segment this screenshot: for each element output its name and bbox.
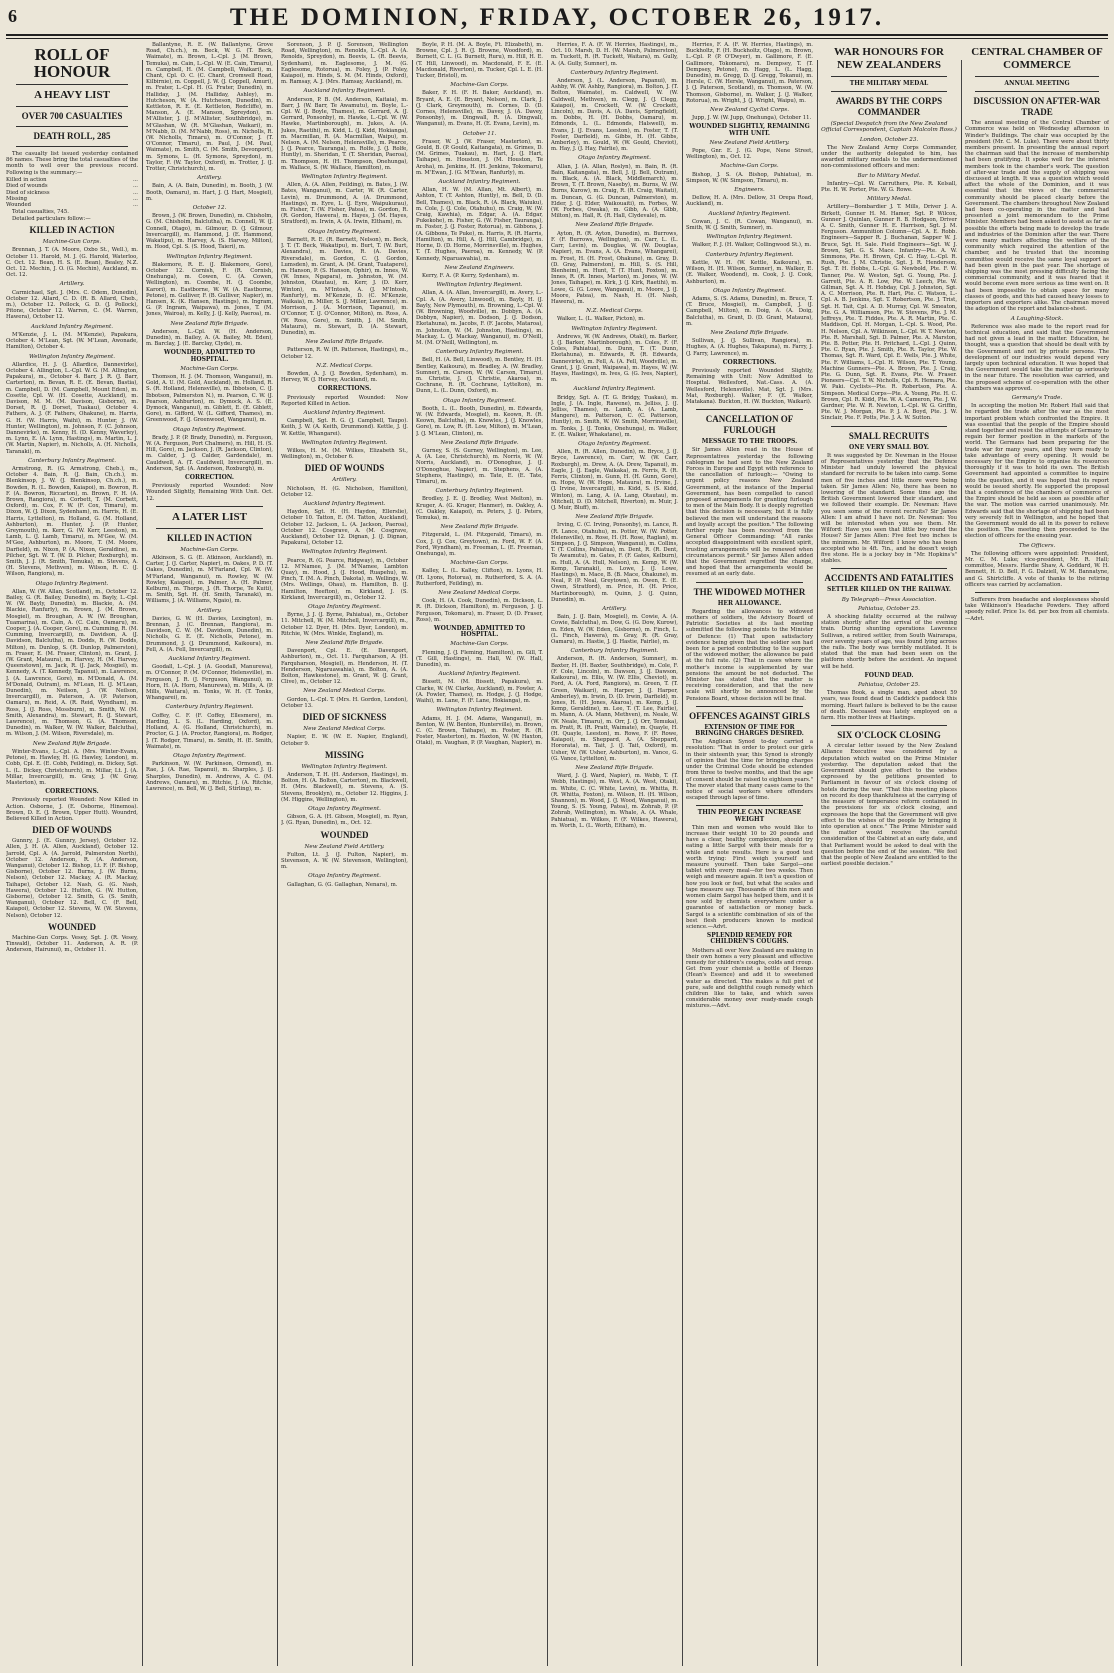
- advertisement-text: Sufferers from headache and sleeplessness should take Wilkinson's Headache Powders. They afford speedy relief. Price 1s. 6d. per box from all chemists.—Advt.: [965, 597, 1109, 622]
- casualty-list: Jupp, J. W. (W. Jupp, Onehunga), October 11.: [692, 115, 812, 122]
- unit-heading: New Zealand Rifle Brigade.: [170, 320, 249, 327]
- headline-heavy-list: A HEAVY LIST: [34, 89, 110, 101]
- dateline: London, October 23.: [859, 136, 919, 143]
- casualty-list: Napier, E. W. (W. E. Napier, England), October 9.: [281, 734, 408, 747]
- casualty-list: Allen, A. (A. Allen, Feilding), m. Bates, J. (W. Bates, Wanganui), m. Carter, W. (R. Carter, Levin), m. Drummond, A. (A. Drummond, Hastings), m. Eyre, L. (J. Eyre, Waipukurau), m. Fisher, T. (W. Fisher, Patea), m. Gordon, R. (R. Gordon, Hawera), m. Hayes, J. (M. Hayes, Stratford), m. Irwin, A. (A. Irwin, Eltham), m.: [281, 182, 408, 226]
- column-divider: [142, 60, 143, 1666]
- casualty-list: Walker, L. (L. Walker, Picton), m.: [557, 316, 645, 323]
- unit-heading: Machine-Gun Corps.: [42, 239, 102, 246]
- casualty-list: Adams, S. (S. Adams, Dunedin), m. Bruce, T. (T. Bruce, Mosgiel), m. Campbell, J. (J. Campbell, Milton), m. Doig, A. (A. Doig, Balclutha), m. Grant, D. (D. Grant, Mataura), m.: [686, 295, 813, 327]
- unit-heading: New Zealand Rifle Brigade.: [575, 764, 654, 771]
- unit-heading: Otago Infantry Regiment.: [308, 228, 381, 235]
- corrections-heading: CORRECTIONS.: [45, 788, 99, 796]
- headline-roll-of-honour: ROLL OF HONOUR: [33, 45, 111, 81]
- article-intro: The casualty list issued yesterday contained 86 names. These bring the total casualties of the month to well over the previous record. Following is the summary:—: [6, 151, 138, 176]
- advertisement-text: Mothers all over New Zealand are making in their own homes a very pleasant and effective remedy for children's coughs, colds and croup. Get from your chemist a bottle of Heenzo (Hean's Essence) and add it to sweetened water as directed. This makes a full pint of pure, safe and delightful cough remedy which children like to take, and which saves considerable money over ready-made cough mixtures.—Advt.: [686, 947, 813, 1010]
- article-text: The New Zealand Army Corps Commander, under the authority delegated to him, has awarded military medals to the undermentioned non-commissioned officers and men:: [821, 144, 957, 170]
- unit-heading: New Zealand Medical Corps.: [303, 726, 386, 733]
- casualty-list: Thomson, H. J. (M. Thomson, Wanganui), m. Gold, A. U. (M. Gold, Auckland), m. Holland, R. S. (R. Holland, Helensville), m. Ibbotson, C. (J. Ibbotson, Palmerston N.), m. Pearson, C. W. (J. Pearson, Ashburton), m. Dymock, A. S. (E. Dymock, Wanganui), m. Giblett, E. (E. Giblett, Gore), m. Gifford, W. (L. Gifford, Thames), m. Greenwood, F. (J. Greenwood, Wanganui), m.: [146, 373, 273, 424]
- headline-war-honours: WAR HONOURS FOR NEW ZEALANDERS: [833, 46, 944, 71]
- unit-heading: Auckland Infantry Regiment.: [303, 501, 386, 507]
- unit-heading: New Zealand Medical Corps.: [303, 688, 386, 695]
- unit-heading: Canterbury Infantry Regiment.: [705, 251, 794, 258]
- article-text: Regarding the allowances to widowed mothers of soldiers, the Advisory Board of Patriotic Societies at its last meeting submitted the following points to the Minister of Defence: (1) That upon satisfactory evidence being given that the soldier son had been for a period contributing to the support of the widowed mother, the allowance be paid at the full rate. (2) That in cases where the mother's income is supplemented by war pensions the amount be not deducted. The Minister has stated that the matter is receiving consideration, and that the new scale will shortly be announced by the Pensions Board, whose decision will be final.: [686, 608, 813, 702]
- corrections-heading: CORRECTIONS.: [317, 385, 372, 393]
- column-4: [416, 42, 543, 1647]
- unit-heading: New Zealand Medical Corps.: [438, 590, 521, 597]
- unit-heading: Auckland Infantry Regiment.: [438, 671, 521, 678]
- headline-widowed-mother: THE WIDOWED MOTHER: [693, 586, 806, 597]
- casualty-list: Ballantyne, R. E. (W. Ballantyne, Grove Road, Ch.ch.), m. Beck, W. G. (T. Beck, Waimate), m. Brown, L.-Cpl. J. (M. Brown, Temuka), m. Cain, L.-Cpl. W. (E. Cain, Timaru), m. Campbell, H. (M. Campbell, Waikari), m. Chant, Cpl. O. C. (C. Chant, Cromwell Road, Kilbirnie), m. Coppell, J. W. (J. Coppell, Amuri), m. Frater, L.-Cpl. H. (G. Frater, Dunedin), m. Halliday, J. (M. Halliday, Ashley), m. Hutcheson, W. (A. Hutcheson, Dunedin), m. Kettleton, R. E. (E. Kettleton, Redcliffe), m. Manson, A. (E. Manson, Spreydon), m. M'Allister, J. (J. M'Allister, Southbridge), m. M'Glashan, W. (R. M'Glashan, Waikari), m. M'Nabb, D. (M. M'Nabb, Ross), m. Nicholls, R. (W. Nicholls, Timaru), m. O'Connor, J. (T. O'Connor, Timaru), m. Paul, J. (M. Paul, Waimate), m. Smith, C. (M. Smith, Devonport), m. Symons, L. (H. Symons, Spreydon), m. Taylor, F. (W. Taylor, Oxford), m. Trotter, J. (J. Trotter, Christchurch), m.: [146, 42, 273, 173]
- unit-heading: New Zealand Rifle Brigade.: [305, 640, 384, 647]
- ad-headline-thin-people: THIN PEOPLE CAN INCREASE WEIGHT: [697, 809, 802, 823]
- article-text: A shocking fatality occurred at the railway station shortly after the arrival of the evening train. During shunting operations Lawrence Sullivan, a retired settler, from South Wairarapa, over seventy years of age, was found lying across the rails. The body was terribly mutilated. It is stated that the man had been seen on the platform shortly before the accident. An inquest will be held.: [821, 614, 957, 670]
- casualty-list: Fitzgerald, L. (M. Fitzgerald, Timaru), m. Cox, J. (J. Cox, Greytown), m. Ford, W. F. (A. Ford, Wyndham), m. Freeman, L. (E. Freeman, Onehunga), m.: [416, 532, 543, 558]
- subhead-after-war-trade: DISCUSSION ON AFTER-WAR TRADE: [973, 96, 1101, 118]
- casualty-list: Goodall, L.-Cpl. J. (A. Goodall, Manurewa), m. O'Connor, P. (M. O'Connor, Helensville), m. Ferguson, J. R. (J. Ferguson, Wanganui), m. Horn, H. (A. Horn, Manurewa), m. Mills, A. (P. Mills, Waitara), m. Tonks, W. H. (T. Tonks, Whangarei), m.: [146, 664, 273, 702]
- headline-cancellation-furlough: CANCELLATION OF FURLOUGH: [705, 414, 794, 436]
- unit-heading: Auckland Infantry Regiment.: [30, 323, 114, 330]
- corrections-text: Previously reported Wounded: Now Reported Killed in Action.: [281, 394, 408, 407]
- unit-heading: Engineers.: [734, 187, 765, 194]
- unit-heading: Wellington Infantry Regiment.: [436, 707, 523, 714]
- casualty-list: Wilkes, H. M. (M. Wilkes, Elizabeth St., Wellington), m., October 6.: [281, 447, 408, 461]
- casualty-summary: [6, 177, 138, 209]
- casualty-list: Allan, H. W. (M. Allan, Mt. Albert), m. Ashton, T. (T. Ashton, Huntly), m. Bell, D. (D. Bell, Thames), m. Black, R. (A. Black, Waiuku), m. Cole, J. (J. Cole, Otahuhu), m. Craig, W. (W. Craig, Kawhia), m. Edgar, A. (A. Edgar, Pukekohe), m. Fisher, G. (W. Fisher, Tauranga), m. Foster, J. (J. Foster, Rotorua), m. Gibbons, J. (A. Gibbons, Te Puke), m. Harris, R. (R. Harris, Hamilton), m. Hill, A. (J. Hill, Cambridge), m. Horne, D. (D. Horne, Morrinsville), m. Hughes, T. (T. Hughes, Paeroa), m. Kennedy, W. (P. Kennedy, Ngaruawahia), m.: [416, 187, 543, 262]
- casualty-list: Anderson, T. H. (H. Anderson, Hastings), m. Bolton, H. (A. Bolton, Carterton), m. Blackwell, H. (Mrs. Blackwell), m. Stevens, A. (S. Stevens, Brooklyn), m., October 12. Higgins, J. (M. Higgins, Wellington), m.: [281, 771, 408, 803]
- casualty-list: Pope, Gnr. E. J. (G. Pope, Nene Street, Wellington), m., Oct. 12.: [686, 148, 813, 161]
- page-number: 6: [8, 6, 17, 26]
- unit-heading: Canterbury Infantry Regiment.: [435, 488, 524, 495]
- subhead-military-medal: THE MILITARY MEDAL: [849, 80, 929, 87]
- article-text: The annual meeting of the Central Chamber of Commerce was held on Wednesday afternoon in Winder's Buildings. The chair was occupied by the president (Mr. C. M. Luke). There were about thirty members present. In presenting the annual report the chairman said that the increase of membership had been gratifying. It spoke well for the interest members took in the chamber's work. The question of after-war trade and the supply of shipping was discussed at length. It was a question which would affect the whole of the Dominion, and it was essential that the views of the commercial community should be placed clearly before the Government. The chambers throughout New Zealand had been co-operating in the matter and had presented a joint memorandum to the Prime Minister. Members had been asked to assist as far as possible the efforts being made to develop the trade and industries of the Dominion after the war. There were many matters affecting the welfare of the community which required the attention of the chamber, and he trusted that the incoming committee would receive the same loyal support as had been given in the past year. The shortage of shipping was the most pressing difficulty facing the commercial community, and it was feared that it would become even more serious as time went on. It had been impossible to obtain space for many classes of goods, and this had caused heavy losses to importers and exporters alike. The chairman moved the adoption of the report and balance-sheet.: [965, 120, 1109, 313]
- casualty-list: Brennan, J. T. (A. Moore, Oxbo St., Well.), m. October 11. Harold, M. J. (G. Harold, Waterloo, C. Oct. 12. Bean, H. S. (E. Bean), Bealey, N.Z. Oct. 12. Mechin, J. O. (G. Mechin), Auckland, m. Oct. 12.: [6, 247, 138, 279]
- unit-heading: Artillery.: [602, 606, 627, 613]
- section-wounded-hospital: WOUNDED, ADMITTED TO HOSPITAL.: [163, 349, 256, 363]
- section-died-of-wounds: DIED OF WOUNDS: [304, 463, 385, 474]
- summary-row: Killed in action ...: [6, 176, 138, 183]
- column-divider: [682, 60, 683, 1666]
- casualty-list: Brady, J. P. (P. Brady, Dunedin), m. Ferguson, W. (A. Ferguson, Port Chalmers), m. Hill, H. (S. Hill, Gore), m. Jackson, J. (R. Jackson, Clinton), m. Calder, J. (J. Calder, Gardendale), m. Cauldwell, A. (T. Cauldwell, Invercargill), m. Anderson, Sgt. (A. Anderson, Roxburgh), m.: [146, 434, 273, 472]
- unit-heading: Canterbury Infantry Regiment.: [165, 704, 254, 711]
- subhead-annual-meeting: ANNUAL MEETING: [1004, 80, 1070, 87]
- unit-heading: Machine-Gun Corps.: [180, 546, 239, 553]
- unit-heading: New Zealand Rifle Brigade.: [575, 514, 654, 521]
- detailed-particulars: Detailed particulars follow:—: [12, 216, 91, 223]
- subhead-extension: EXTENSION OF TIME FOR BRINGING CHARGES DESIRED.: [695, 723, 804, 738]
- award-list: Infantry—Cpl. W. Carruthers, Pte. R. Kelsall, Pte. H. W. Porter, Pte. W. G. Rowe.: [821, 180, 957, 194]
- unit-heading: Artillery.: [197, 175, 222, 182]
- unit-heading: Artillery.: [59, 281, 85, 288]
- unit-heading: Machine-Gun Corps.: [450, 82, 509, 89]
- unit-heading: Otago Infantry Regiment.: [308, 873, 381, 880]
- section-died-of-sickness: DIED OF SICKNESS: [302, 712, 387, 723]
- unit-heading: Otago Infantry Regiment.: [173, 752, 246, 759]
- casualty-list: Atkinson, S. G. (E. Atkinson, Auckland), m. Carter, J. (J. Carter, Napier), m. Oakes, P. D. (T. Oakes, Dunedin), m. M'Farland, Cpl. W. (W. M'Farland, Wanganui), m. Rowley, W. (W. Rowley, Kaiapoi), m. Palmer, A. (H. Palmer, Kelburn), m. Thorpe, J. (R. Thorpe, Te Kuiti), m. Smith, Sgt. H. (H. Smith, Taranaki), m. Williams, J. (A. Williams, Ngaio), m.: [146, 555, 273, 605]
- unit-heading: Artillery.: [332, 477, 357, 484]
- unit-heading: Otago Infantry Regiment.: [713, 287, 786, 294]
- casualty-list: Herries, F. A. (F. W. Herries, Hastings), m. Buckholtz, F. (H. Buckholtz, Otago), m. Brown, L.-Cpl. P. (P. O'Dwyer), m. Gallimore, F. (E. Gallimore, Tokomaru), m. Dempsey, T. (T. Dempsey, Petone), m. Hagg, L. (L. Hagg, Dunedin), m. Gregg, D. (J. Gregg, Tokanui), m. Hersle, C. (W. Hersle, Wanganui), m. Paterson, J. (J. Paterson, Scotland), m. Thomson, W. (W. Thomson, Gisborne), m. Walker, J. (J. Walker, Rotorua), m. Wright, J. (J. Wright, Waipu), m.: [686, 42, 813, 104]
- masthead-rule: [6, 34, 1108, 36]
- unit-heading: N.Z. Medical Corps.: [316, 362, 373, 369]
- casualty-list: Allan, W. (W. Allan, Scotland), m., October 12. Bailey, G. (R. Bailey, Dunedin), m. Bayly, L.-Cpl. W. (W. Bayly, Dunedin), m. Blackie, A. (M. Blackie, Ranfurly), m. Brown, J. (M. Brown, Mosgiel), m. Broughan, A. W. (W. Broughan, Tuamarina), m. Cain, A. (C. Cain, Oamaru), m. Cooper, J. (A. Cooper, Gore), m. Cumming, R. (M. Cumming, Invercargill), m. Davidson, A. (J. Davidson, Balclutha), m. Dodds, R. (W. Dodds, Milton), m. Dunlop, S. (R. Dunlop, Palmerston), m. Fraser, E. (M. Fraser, Clinton), m. Grant, J. (W. Grant, Mataura), m. Harvey, H. (M. Harvey, Queenstown), m. Jack, R. (J. Jack, Mosgiel), m. Kennedy, A. (T. Kennedy, Tapanui), m. Lawrence, J. (A. Lawrence, Gore), m. M'Donald, A. (M. M'Donald, Outram), m. M'Lean, H. (J. M'Lean, Dunedin), m. Neilson, J. (W. Neilson, Invercargill), m. Paterson, A. (P. Paterson, Oamaru), m. Reid, A. (R. Reid, Wyndham), m. Ross, J. (J. Ross, Mossburn), m. Smith, W. (M. Smith, Alexandra), m. Stewart, R. (J. Stewart, Lawrence), m. Thomson, G. (A. Thomson, Dunedin), m. Walker, W. (W. Walker, Balclutha), m. Wilson, J. (M. Wilson, Riversdale), m.: [6, 588, 138, 738]
- casualty-list: Allen, R. (R. Allen, Dunedin), m. Bryce, J. (J. Bryce, Lawrence), m. Carr, W. (W. Carr, Roxburgh), m. Drew, A. (A. Drew, Tapanui), m. Eagle, J. (J. Eagle, Waikaka), m. Ferris, R. (R. Ferris, Clinton), m. Gunn, H. (H. Gunn, Gore), m. Hope, W. (W. Hope, Mataura), m. Irvine, J. (J. Irvine, Invercargill), m. Kidd, S. (S. Kidd, Winton), m. Lang, A. (A. Lang, Otautau), m. Mitchell, D. (D. Mitchell, Riverton), m. Muir, J. (J. Muir, Bluff), m.: [551, 449, 678, 512]
- casualty-list: Gordon, L.-Cpl. T. (Mrs. H. Gordon, London), October 13.: [281, 696, 408, 709]
- casualty-list: Bissett, M. (M. Bissett, Papakura), m. Clarke, W. (W. Clarke, Auckland), m. Fowler, A. (A. Fowler, Thames), m. Hodge, J. (J. Hodge, Waihi), m. Lane, F. (F. Lane, Hokianga), m.: [416, 679, 543, 705]
- unit-heading: New Zealand Rifle Brigade.: [575, 222, 654, 229]
- subhead-allowance: HER ALLOWANCE.: [717, 599, 782, 607]
- unit-heading: Wellington Infantry Regiment.: [29, 353, 115, 360]
- dateline: Pahiatua, October 25.: [858, 605, 920, 612]
- unit-heading: Wellington Infantry Regiment.: [436, 282, 523, 289]
- casualty-list: Gallaghan, G. (G. Gallaghan, Nenara), m.: [287, 881, 398, 888]
- casualty-list: Andrews, W. (W. Andrews, Otaki), m. Barker, J. (J. Barker, Martinborough), m. Coles, F. (F. Coles, Pahiatua), m. Dunn, T. (T. Dunn, Eketahuna), m. Edwards, R. (R. Edwards, Dannevirke), m. Fell, A. (A. Fell, Woodville), m. Grant, J. (J. Grant, Waipawa), m. Hayes, W. (W. Hayes, Hastings), m. Ives, G. (G. Ives, Napier), m.: [551, 333, 678, 384]
- unit-heading: Otago Infantry Regiment.: [308, 604, 381, 611]
- headline-accidents: ACCIDENTS AND FATALITIES: [824, 573, 954, 584]
- casualty-list: Barnett, R. E. (R. Barnett, Nelson), m. Beck, J. T. (T. Beck, Wakatipu), m. Burt, T. (W. Burt, Alexandra), m. Davies, R. (A. Davies, Riversdale), m. Gordon, C. (J. Gordon, Lumsden), m. Grant, A. (M. Grant, Tuatapere), m. Hanson, P. (S. Hanson, Ophir), m. Innes, W. (W. Innes, Ngapara), m. Johnston, W. (M. Johnston, Otautau), m. Kerr, J. (D. Kerr, Winton), m. M'Intosh, A. (J. M'Intosh, Ranfurly), m. M'Kenzie, D. (C. M'Kenzie, Waikaia), m. Miller, S. (J. Miller, Lawrence), m. Morrison, J. (A. Morrison, Tapanui), m. O'Connor, T. (J. O'Connor, Milton), m. Ross, A. (W. Ross, Gore), m. Smith, J. (M. Smith, Mataura), m. Stewart, D. (A. Stewart, Dunedin), m.: [281, 236, 408, 336]
- casualty-list: Allan, J. (A. Allan, Roslyn), m. Bain, R. (R. Bain, Kaitangata), m. Bell, J. (J. Bell, Outram), m. Black, A. (A. Black, Middlemarch), m. Brown, T. (T. Brown, Naseby), m. Burns, W. (W. Burns, Kurow), m. Craig, R. (R. Craig, Waitati), m. Duncan, G. (G. Duncan, Palmerston), m. Elder, J. (J. Elder, Waikouaiti), m. Forbes, W. (W. Forbes, Owaka), m. Gibb, A. (A. Gibb, Milton), m. Hall, R. (R. Hall, Clydevale), m.: [551, 163, 678, 220]
- unit-heading: New Zealand Engineers.: [444, 264, 515, 271]
- section-wounded: WOUNDED: [320, 829, 369, 840]
- headline-death-roll: DEATH ROLL, 285: [33, 131, 111, 141]
- casualty-list: Sorenson, J. P. (J. Sorenson, Wellington Road, Wellington), m. Renolds, L.-Cpl. A. (A. Renolds, Spreydon), m. Beevis, L. (R. Beevis, Sydenham), m. Eaglesome, J. M. (G. Eaglesome, Rotorua), m. Foley, J. (P. Foley, Kaiapoi), m. Hinds, S. M. (M. Hinds, Oxford), m. Ramsay, A. J. (Mrs. Ramsay, Auckland), m.: [281, 42, 408, 86]
- column-divider: [547, 60, 548, 1666]
- unit-heading: Otago Infantry Regiment.: [308, 805, 381, 812]
- corrections-text: Previously reported Wounded Slightly, Remaining with Unit: Now Admitted to Hospital. Wellesford, Nat.-Cass. A. (A. Wellesford, Helensville). Mat, Sgt. J. (Mrs. Mat, Roxburgh). Walker, F. (E. Walker, Matakana). Buckton, H. (W. Buckton, Waikari).: [686, 367, 813, 405]
- total-casualties: Total casualties, 745.: [12, 208, 69, 215]
- article-text: The following officers were appointed: President, Mr. C. M. Luke; vice-president, Mr. R. Hall; committee, Messrs. Hardie Shaw, A. Goddard, W. H. Bennett, H. D. Bell, F. G. Dalziell, W. M. Bannatyne, and G. Shirtcliffe. A vote of thanks to the retiring officers was carried by acclamation.: [965, 550, 1109, 588]
- date-heading: October 11.: [462, 130, 497, 137]
- casualty-list: Gunnry, J. (E. Gunnry, Jersey), October 12. Allen, J. H. (A. Allen, Auckland), October 12. Jarrold, Cpl. A. (A. Jarrold, Palmerston North), October 12. Anderson, R. (A. Anderson, Wanganui), October 12. Bishop, Lt. F. (F. Bishop, Gisborne), October 12. Burns, J. (W. Burns, Nelson), October 12. Mackay, A. (R. Mackay, Taihape), October 12. Nash, G. (G. Nash, Hawera), October 12. Hutton, G. (W. Hutton, Gisborne), October 12. Smith, G. (S. Smith, Wanganui), October 12. Bell, C. (F. Bell, Kaiapoi), October 12. Stevens, W. (W. Stevens, Nelson), October 12.: [6, 838, 138, 919]
- casualty-list: Bridgy, Sgt. A. (T. G. Bridgy, Tuakau), m. Ingle, J. (A. Ingle, Rawene), m. Jelliss, J. (J. Jelliss, Thames), m. Lamb, A. (A. Lamb, Mangere), m. Patterson, C. (C. Patterson, Huntly), m. Smith, W. (W. Smith, Morrinsville), m. Tonks, J. (J. Tonks, Onehunga), m. Walker, E. (E. Walker, Whakatane), m.: [551, 394, 678, 438]
- casualty-list: Irving, C. (C. Irving, Ponsonby), m. Lance, R. (R. Lance, Otahuhu), m. Potter, W. (W. Potter, Helensville), m. Rose, H. (H. Rose, Raglan), m. Simpson, J. (J. Simpson, Wanganui), m. Collins, T. (T. Collins, Pahiatua), m. Dent, R. (R. Dent, Te Awamutu), m. Gates, F. (F. Gates, Kelburn), m. Hull, A. (A. Hull, Nelson), m. Kemp, W. (W. Kemp, Taranaki), m. Lowe, J. (J. Lowe, Hastings), m. Mace, B. (B. Mace, Ohakune), m. Neal, P. (P. Neal, Greytown), m. Owen, E. (E. Owen, Stratford), m. Price, H. (H. Price, Martinborough), m. Quinn, J. (J. Quinn, Dunedin), m.: [551, 522, 678, 603]
- unit-heading: Machine-Gun Corps.: [720, 163, 779, 170]
- casualty-list: Fleming, J. (J. Fleming, Hamilton), m. Gill, T. (T. Gill, Hastings), m. Hall, W. (W. Hall, Dunedin), m.: [416, 649, 543, 669]
- unit-heading: Canterbury Infantry Regiment.: [435, 349, 524, 356]
- casualty-list: Cook, H. (A. Cook, Dunedin), m. Dickson, L. R. (R. Dickson, Hamilton), m. Ferguson, J. (J. Ferguson, Tokomaru), m. Fraser, D. (D. Fraser, Ross), m.: [416, 598, 543, 623]
- casualty-list: Anderson, L.-Cpl. W. (H. Anderson, Dunedin), m. Bailey, A. (A. Bailey, Mt. Eden), m. Barclay, J. (E. Barclay, Clyde), m.: [146, 328, 273, 348]
- casualty-list: Walker, F. J. (H. Walker, Collingwood St.), m.: [692, 242, 812, 249]
- casualty-list: Allan, A. (A. Allan, Invercargill), m. Avery, L.-Cpl. A. (A. Avery, Linwood), m. Bayly, H. (J. Bayly, New Plymouth), m. Browning, L.-Cpl. W. (W. Browning, Woodville), m. Dobbyn, A. (A. Dobbyn, Napier), m. Dodson, J. (J. Dodson, Eketahuna), m. Jacobs, F. (F. Jacobs, Mataroa), m. Johnston, W. (M. Johnston, Hastings), m. Mackay, L. (J. Mackay, Wanganui), m. O'Neill, M. (M. O'Neill, Wellington), m.: [416, 290, 543, 346]
- corrections-heading: CORRECTIONS.: [722, 358, 777, 366]
- unit-heading: Auckland Infantry Regiment.: [303, 409, 386, 416]
- casualty-list: Haydon, Sgt. H. (H. Haydon, Ellerslie), October 10. Tatton, E. (M. Tatton, Auckland), October 12. Jackson, L. (A. Jackson, Paeroa), October 12. Cosgrave, A. (M. Cosgrave, Auckland), October 12. Dignan, J. (J. Dignan, Papakura), October 12.: [281, 509, 408, 547]
- casualty-list: Ward, J. (J. Ward, Napier), m. Webb, T. (T. Webb, Hastings), m. West, A. (A. West, Otaki), m. White, C. (C. White, Levin), m. Whitta, R. (R. Whitta, Foxton), m. Wilson, H. (H. Wilson, Shannon), m. Wood, J. (J. Wood, Wanganui), m. Young, S. (S. Young, Patea), m. Zohrab, P. (P. Zohrab, Wellington), m. Whale, A. (A. Whale, Pahiatua), m. Wilkes, F. (F. Wilkes, Hawera), m. Worth, L. (L. Worth, Eltham), m.: [551, 773, 678, 829]
- article-text: Sir James Allen read in the House of Representatives yesterday the following cablegram he had sent to the New Zealand Forces in Europe and Egypt with reference to the cancellation of furlough:— "Owing to urgent policy reasons New Zealand Government, at the instance of the Imperial Government, has been compelled to cancel proposed arrangements for granting furlough to men of the Main Body. It is deeply regretted that this decision is necessary, but it is fully believed the men will understand the reasons and loyally accept the position." The following further reply has been received from the General Officer Commanding: "All ranks accepted disappointment with excellent spirit, trusting arrangements will be renewed when circumstances permit." Sir James Allen added that the Government regretted the change, and hoped that the arrangements would be resumed at an early date.: [686, 447, 813, 578]
- date-heading: October 12.: [192, 205, 227, 212]
- unit-heading: New Zealand Rifle Brigade.: [440, 439, 519, 446]
- masthead-rule-thin: [6, 38, 1108, 39]
- casualty-list: Bain, A. (A. Bain, Dunedin), m. Booth, J. (W. Booth, Oamaru), m. Hart, J. (J. Hart, Mosgiel), m.: [146, 183, 273, 202]
- unit-heading: Auckland Infantry Regiment.: [573, 386, 656, 393]
- unit-heading: New Zealand Cyclist Corps.: [710, 107, 789, 114]
- column-1: [6, 42, 138, 1647]
- unit-heading: Auckland Infantry Regiment.: [708, 210, 791, 217]
- column-8: [965, 42, 1109, 1647]
- headline-casualties: OVER 700 CASUALTIES: [21, 111, 123, 121]
- correction-heading: CORRECTION.: [184, 474, 234, 481]
- casualty-list: Davies, G. W. (H. Davies, Lexington), m. Brennan, J. (C. Brennan, Rangiora), m. Davidson, C. W. (M. Davidson, Dunedin), m. Nicholls, G. E. (E. Nicholls, Petone), m. Drummond, J. (J. Drummond, Kaikoura), m. Fell, A. (A. Fell, Invercargill), m.: [146, 615, 273, 653]
- article-text: The Anglican Synod to-day carried a resolution: "That in order to protect our girls in their sixteenth year, this Synod is strongly of opinion that the time for bringing charges under the Criminal Code should be extended from three to twelve months, and that the age of consent should be raised to eighteen years." The mover stated that many cases came to the notice of social workers where offenders escaped through lapse of time.: [686, 739, 813, 802]
- corrections-text: Previously reported Wounded: Now Killed in Action. Osborne, J. (E. Osborne, Hinemoa). Brown, D. E. (J. Brown, Upper Hutt). Woundrd, Believed Killed in Action.: [6, 797, 138, 822]
- advertisement-text: Thin men and women who would like to increase their weight 10 to 20 pounds and have a clear, healthy complexion, should try eating a little Sargol with their meals for a while and note results. Here is a good test worth trying: First weigh yourself and measure yourself. Then take Sargol—one tablet with every meal—for two weeks. Then weigh and measure again. It isn't a question of how you look or feel, but what the scales and tape measure say. Thousands of thin men and women claim Sargol has helped them, and it is now sold by chemists everywhere under a guarantee of satisfaction or money back. Sargol is a scientific combination of six of the best flesh producers known to medical science.—Advt.: [686, 824, 813, 930]
- casualty-list: Davenport, Cpl. E. (E. Davenport, Ashburton), m., Oct. 11. Farquharson, A. (H. Farquharson, Mosgiel), m. Henderson, H. (T. Henderson, Ngaruawahia), m. Bolton, A. (A. Bolton, Hawkestone), m. Grant, W. (J. Grant, Clive), m., October 12.: [281, 648, 408, 686]
- casualty-list: Bain, J. (J. Bain, Mosgiel), m. Cowie, A. (A. Cowie, Balclutha), m. Dow, G. (G. Dow, Kurow), m. Eden, W. (W. Eden, Gisborne), m. Finch, L. (L. Finch, Hawera), m. Gray, R. (R. Gray, Oamaru), m. Hastie, J. (J. Hastie, Fairlie), m.: [551, 614, 678, 646]
- casualty-list: Parkinson, W. (W. Parkinson, Ormond), m. Rae, J. (A. Rae, Tapanui), m. Sharples, J. (J. Sharples, Dunedin), m. Andrews, A. C. (M. Andrews, Oamaru), m. Ritchie, J. (A. Ritchie, Lawrence), m. Bell, W. (J. Bell, Stirling), m.: [146, 761, 273, 792]
- casualty-list: Fraser, W. J. (W. Fraser, Masterton), m. Gould, B. (P. Gould, Kaitangata), m. Grimes, D. (M. Grimes, Tuakau), m. Hart, J. (J. Hart, Taihape), m. Houston, J. (M. Houston, Te Aroha), m. Jenkins, H. (H. Jenkins, Tokomaru), m. M'Ewan, J. (G. M'Ewan, Ranfurly), m.: [416, 138, 543, 176]
- unit-heading: New Zealand Rifle Brigade.: [710, 329, 789, 336]
- casualty-list: Bowden, A. J. (J. Bowden, Sydenham), m. Hervey, W. (J. Hervey, Auckland), m.: [281, 370, 408, 384]
- headline-chamber-commerce: CENTRAL CHAMBER OF COMMERCE: [971, 46, 1103, 71]
- unit-heading: Wellington Infantry Regiment.: [301, 439, 388, 446]
- unit-heading: Otago Infantry Regiment.: [578, 440, 651, 447]
- casualty-list: Allardice, H. J. (J. Allardice, Dannevirke), October 4. Allington, L.-Cpl. W. G. (M. Allington, Papakura), m., October 4. Barr, J. R. (J. Barr, Carterton), m. Bevan, R. E. (E. Bevan, Bastia), m. Campbell, D. (M. Campbell, Mount Eden), m. Cosette, Cpl. W. (H. Cosette, Auckland), m. Davison, M. M. (M. Davison, Gisborne), m. Dorset, R. (J. Dorset, Tuakau), October 4. Fathers, A. J. (F. Fathers, Ohakune), m. Harris, G. H. (W. Harris, Waihi), m. Hunter, J. (W. Hunter, Wellington), m. Johnson, F. (C. Johnson, Dannevirke), m. Kenny, H. (D. Kenny, Waverley), m. Lynn, E. (A. Lynn, Hastings), m. Martin, L. J. (W. Martin, Napier), m. Nicholls, A. (H. Nicholls, Taranaki), m.: [6, 361, 138, 455]
- section-killed-in-action: KILLED IN ACTION: [166, 532, 253, 543]
- casualty-list: Bell, H. (A. Bell, Linwood), m. Bentley, H. (H. Bentley, Kaikoura), m. Bradley, A. (W. Bradley, Sumner), m. Carson, W. (W. Carson, Timaru), m. Christie, J. (J. Christie, Akaroa), m. Cochrane, R. (R. Cochrane, Lyttelton), m. Dunn, L. (L. Dunn, Oxford), m.: [416, 357, 543, 395]
- newspaper-title: THE DOMINION, FRIDAY, OCTOBER 26, 1917.: [229, 4, 885, 31]
- summary-row: Died of sickness ...: [6, 189, 138, 196]
- unit-heading: Wellington Infantry Regiment.: [571, 325, 658, 332]
- subhead-officers: The Officers.: [1018, 542, 1056, 549]
- headline-offences-girls: OFFENCES AGAINST GIRLS: [689, 710, 810, 721]
- section-missing: MISSING: [324, 749, 364, 760]
- unit-heading: Otago Infantry Regiment.: [173, 426, 246, 433]
- casualty-list: M'Kenzie, J. L. (M. M'Kenzie), Papakura, October 4. M'Lean, Sgt. (W. M'Lean, Awonade, Hamilton), October 4.: [6, 331, 138, 351]
- unit-heading: New Zealand Rifle Brigade.: [440, 524, 519, 531]
- unit-heading: New Zealand Rifle Brigade.: [305, 339, 384, 346]
- column-2: [146, 42, 273, 1647]
- casualty-list: Blakemore, R. E. (J. Blakemore, Gore), October 12. Cornish, F. (R. Cornish, Onehunga), m. Cowen, C. (A. Cowen, Wellington), m. Coombe, H. (J. Coombe, Karori), m. Eastborne, W. W. (A. Eastborne, Petone), m. Gulliver, F. (B. Gulliver, Napier), m. Hansen, K. (K. Hansen, Hastings), m. Ingram, G. (P. Ingram, Waipawa), m. Jones, T. (M. Jones, Wairoa), m. Kelly, J. (J. Kelly, Paeroa), m.: [146, 261, 273, 318]
- article-text: In accepting the motion Mr. Robert Hall said that he regarded the trade after the war as the most important problem which confronted the Empire. It was essential that the people of the Empire should stand together and resist the attempts of Germany to regain her former position in the markets of the world. The Germans had been preparing for the trade war for many years, and they were ready to take advantage of every opening. It would be necessary for the Empire to organise its resources thoroughly if it was to hold its own. The British Government had appointed a committee to inquire into the question, and it was hoped that its report would be issued shortly. He supported the proposal that a conference of the chambers of commerce of the Empire should be held as soon as possible after the war. The motion was carried unanimously. Mr. Edwards said that the shortage of shipping had been very severely felt in Wellington, and he hoped that the Government would do all in its power to relieve the position. The meeting then proceeded to the election of officers for the ensuing year.: [965, 403, 1109, 540]
- award-heading: Military Medal.: [867, 196, 911, 203]
- unit-heading: New Zealand Rifle Brigade.: [32, 740, 112, 747]
- column-5: [551, 42, 678, 1647]
- article-text: Thomas Book, a single man, aged about 59 years, was found dead in Caddick's paddock this morning. Heart failure is believed to be the cause of death. Deceased was lately employed on a farm. His mother lives at Hastings.: [821, 690, 957, 722]
- summary-row: Missing ...: [6, 196, 138, 203]
- casualty-list: Coffey, C. F. (F. Coffey, Ellesmere), m. Harding, L. S. (L. Harding, Oxford), m. Holland, A. (G. Holland, Christchurch), m. Proctor, G. J. (A. Proctor, Rangiora), m. Rodger, J. (T. Rodger, Timaru), m. Smith, H. (E. Smith, Waimate), m.: [146, 712, 273, 750]
- article-text: Reference was also made to the report read for technical education, and said that the Government had not given a lead in the matter. Education, he thought, was a question that should be dealt with by the Government and not by private persons. The development of our industries would depend very largely upon technical education. It was hoped that the Government would take the matter up seriously in the near future. The resolution was carried, and the proposed scheme of co-operation with the other chambers was approved.: [965, 323, 1109, 392]
- casualty-list: Bishop, J. S. (A. Bishop, Pahiatua), m. Simpson, W. (W. Simpson, Timaru), m.: [686, 171, 813, 184]
- article-text: It was suggested by Dr. Newman in the House of Representatives yesterday that the Defence Minister had unduly lowered the physical standard for recruits to be taken into camp. Some men of five inches and little more were being taken. Sir James Allen: No, there has been no lowering of the standard. Some time ago the British Government lowered their standard, and we followed their example. Dr. Newman: Have you seen some of the recent recruits? Sir James Allen: I am afraid I have not. Dr. Newman: You will be interested when you see them. Mr. Wilford: Have you seen that little boy round the House? Sir James Allen: Five feet two inches is the minimum. Mr. Wilford: I know who has been accepted who is 4ft. 7in., and he doesn't weigh five stone. He is a jockey boy in "Mr. Hopkins's" stables.: [821, 452, 957, 565]
- column-6: [686, 42, 813, 1647]
- casualty-list: Fulton, Lt. J. (J. Fulton, Napier), m. Stevenson, A. W. (W. Stevenson, Wellington), m.: [281, 851, 408, 871]
- ad-headline-remedy: SPLENDID REMEDY FOR CHILDREN'S COUGHS.: [706, 932, 793, 946]
- unit-heading: N.Z. Medical Corps.: [586, 308, 643, 315]
- casualty-list: Gurney, S. (S. Gurney, Wellington), m. Lee, A. (A. Lee, Christchurch), m. Norris, W. (W. Norris, Auckland), m. O'Donoghue, J. (J. O'Donoghue, Napier), m. Stephens, A. (A. Stephens, Hastings), m. Tate, E. (E. Tate, Timaru), m.: [416, 447, 543, 485]
- section-wounded-slightly: WOUNDED SLIGHTLY, REMAINING WITH UNIT.: [689, 123, 810, 137]
- casualty-list: Patterson, R. W. (R. Patterson, Hastings), m., October 12.: [281, 347, 408, 360]
- summary-row: Died of wounds ...: [6, 183, 138, 190]
- unit-heading: Otago Infantry Regiment.: [443, 397, 516, 404]
- unit-heading: Canterbury Infantry Regiment.: [570, 69, 659, 76]
- casualty-list: Winter-Evans, L.-Cpl. A. (Mrs. Winter-Evans, Petone), m. Hawley, H. (G. Hawley, London), m. Cobb, Cpl. E. (E. Cobb, Feilding), m. Dickey, Sgt. L. (L. Dickey, Christchurch), m. Millar, Lt. J. (A. Millar, Invercargill), m. Gray, J. (W. Gray, Masterton), m.: [6, 748, 138, 786]
- unit-heading: Wellington Infantry Regiment.: [301, 763, 388, 770]
- column-divider: [817, 60, 818, 1666]
- casualty-list: Machine-Gun Corps. Vesey, Sgt. J. (R. Vesey, Tinwald), October 11. Anderson, A. R. (P. Anderson, Hairunui), m., October 11.: [6, 934, 138, 954]
- subhead-laughing-stock: A Laughing-Stock.: [1010, 315, 1064, 322]
- column-divider: [412, 60, 413, 1666]
- unit-heading: Otago Infantry Regiment.: [578, 155, 651, 162]
- casualty-list: Dellow, H. A. (Mrs. Dellow, 31 Orepa Road, Auckland), m.: [686, 195, 813, 208]
- casualty-list: Boyle, P. H. (M. A. Boyle, Ft. Elizabeth), m. Browne, Cpl. J. R. (J. Browne, Woodford), m. Burnett, C. L. (G. Burnett, Ruru), m. Hill, H. E. (T. Hill, Linwood), m. Macdonald, F. E. (E. Macdonald, Riverton), m. Tucker, Cpl. L. E. (H. Tucker, Bristol), m.: [416, 42, 543, 80]
- casualty-list: Campbell, Sgt. R. G. (J. Campbell, Taupo). Keith, J. W. (A. Keith, Drummond). Kettle, J. (J. W. Kettle, Whangarei).: [281, 418, 408, 437]
- casualty-list: Carmichael, Sgt. J. (Mrs. C. Odem, Dunedin), October 12. Allard, C. D. (R. B. Allard, Cheb., m.), October 12. Pollock, G. D. (J. Pollock), Pitone, October 12. Warren, C. (M. Warren, Hawera), October 12.: [6, 289, 138, 321]
- casualty-list: Anderson, R. (R. Anderson, Sumner), m. Baxter, H. (H. Baxter, Southbridge), m. Cole, F. (F. Cole, Lincoln), m. Dawson, J. (J. Dawson, Kaikoura), m. Ellis, W. (W. Ellis, Cheviot), m. Ford, A. (A. Ford, Rangiora), m. Green, T. (T. Green, Waikari), m. Harper, J. (J. Harper, Amberley), m. Irwin, D. (D. Irwin, Darfield), m. Jones, H. (H. Jones, Akaroa), m. Kemp, J. (J. Kemp, Geraldine), m. Lee, T. (T. Lee, Fairlie), m. Mann, A. (A. Mann, Methven), m. Neale, W. (W. Neale, Timaru), m. Orr, J. (J. Orr, Temuka), m. Pratt, R. (R. Pratt, Waimate), m. Quayle, H. (H. Quayle, Leeston), m. Rowe, F. (F. Rowe, Kaiapoi), m. Sheppard, A. (A. Sheppard, Hororata), m. Tait, J. (J. Tait, Oxford), m. Usher, W. (W. Usher, Ashburton), m. Vance, G. (G. Vance, Lyttelton), m.: [551, 656, 678, 762]
- casualty-list: Brodley, J. E. (J. Brodley, West Melton), m. Kruger, A. (G. Kruger, Hanmer), m. Oakley, A. (C. Oakley, Kaiapoi), m. Peters, J. (J. Peters, Temuka), m.: [416, 496, 543, 522]
- headline-later-list: A LATER LIST: [172, 510, 247, 523]
- section-died-of-wounds: DIED OF WOUNDS: [32, 825, 112, 836]
- casualty-list: Herries, F. A. (F. W. Herries, Hastings), m., Oct. 10. Marsh, D. H. (W. Marsh, Palmerston), m. Tuckett, R. (R. Tuckett, Waitara), m. Gully, A. (A. Gully, Sumner), m.: [551, 42, 678, 67]
- unit-heading: Otago Infantry Regiment.: [35, 580, 109, 587]
- casualty-list: Sullivan, J. (J. Sullivan, Rangiora), m. Hughes, A. (A. Hughes, Takapuna), m. Farry, J. (J. Farry, Lawrence), m.: [686, 338, 813, 357]
- subhead-awards: AWARDS BY THE CORPS COMMANDER: [835, 96, 943, 118]
- unit-heading: Wellington Infantry Regiment.: [301, 549, 388, 556]
- section-wounded-hospital: WOUNDED, ADMITTED TO HOSPITAL.: [433, 625, 526, 639]
- section-wounded: WOUNDED: [47, 921, 96, 932]
- casualty-list: Cowan, J. C. (R. Cowan, Wanganui), m. Smith, W. (J. Smith, Sumner), m.: [686, 218, 813, 232]
- casualty-list: Nicholson, H. (G. Nicholson, Hamilton), October 12.: [281, 485, 408, 498]
- casualty-list: Booth, L. (L. Booth, Dunedin), m. Edwards, W. (W. Edwards, Mosgiel), m. Keown, R. (R. Keown, Balclutha), m. Knowles, J. (J. Knowles, Gore), m. Low, R. (R. Low, Milton), m. M'Lean, J. (J. M'Lean, Clinton), m.: [416, 405, 543, 437]
- casualty-list: Brown, J. (W. Brown, Dunedin), m. Chisholm, G. (M. Chisholm, Balclutha), m. Connell, W. (J. Connell, Otago), m. Gilmour, D. (J. Gilmour, Invercargill), m. Hammond, J. (E. Hammond, Wakatipu), m. Harvey, A. (S. Harvey, Milton), m. Hood, Cpl. S. (S. Hood, Taieri), m.: [146, 213, 273, 251]
- headline-small-recruits: SMALL RECRUITS: [848, 430, 930, 441]
- column-7: [821, 42, 957, 1647]
- unit-heading: Machine-Gun Corps.: [450, 560, 509, 567]
- casualty-list: Ayton, R. (R. Ayton, Dunedin), m. Burrows, F. (F. Burrows, Wellington), m. Carr, L. (L. Carr, Levin), m. Douglas, W. (W. Douglas, Napier), m. Evans, A. (A. Evans, Whangarei), m. Frost, H. (H. Frost, Ohakune), m. Gray, D. (D. Gray, Palmerston), m. Hill, S. (S. Hill, Blenheim), m. Hunt, T. (T. Hunt, Foxton), m. Innes, R. (R. Innes, Marton), m. Jones, W. (W. Jones, Taihape), m. Kirk, J. (J. Kirk, Raetihi), m. Lowe, G. (G. Lowe, Wanganui), m. Moore, J. (J. Moore, Patea), m. Nash, H. (H. Nash, Hawera), m.: [551, 230, 678, 305]
- unit-heading: Canterbury Infantry Regiment.: [570, 648, 659, 655]
- dateline: Pahiatua, October 25.: [858, 682, 920, 689]
- unit-heading: Wellington Infantry Regiment.: [706, 234, 793, 241]
- casualty-list: Adams, H. J. (M. Adams, Wanganui), m. Benton, W. (W. Benton, Hunterville), m. Brown, C. (C. Brown, Taihape), m. Foster, R. (R. Foster, Masterton), m. Haxton, W. (W. Haxton, Otaki), m. Vaughan, P. (P. Vaughan, Napier), m.: [416, 715, 543, 747]
- column-divider: [277, 60, 278, 1666]
- subhead-settler-killed: SETTLER KILLED ON THE RAILWAY.: [827, 586, 951, 594]
- casualty-list: Anderson, P. B. (M. Anderson, Kaitaia), m. Barr, J. (W. Barr, Te Awamutu), m. Boyle, L.-Cpl. W. (J. Boyle, Thames), m. Gerrard, A. (J. Gerrard, Ponsonby), m. Hawke, L.-Cpl. W. (W. Hawke, Martinborough), m. Jukes, A. (A. Jukes, Raetihi), m. Kidd, L. (J. Kidd, Hokianga), m. Macmillan, R. (A. Macmillan, Waipu), m. Nelson, A. (M. Nelson, Helensville), m. Pearce, J. (J. Pearce, Tauranga), m. Rolfe, J. (J. Rolfe, Huntly), m. Sheridan, T. (T. Sheridan, Paeroa), m. Thompson, H. (H. Thompson, Onehunga), m. Wallace, S. (W. Wallace, Hamilton), m.: [281, 96, 408, 171]
- unit-heading: Machine-Gun Corps.: [450, 641, 509, 648]
- casualty-list: Baker, F. H. (F. H. Baker, Auckland), m. Bryant, A. E. (E. Bryant, Nelson), m. Clark, J. (J. Clark, Greymouth), m. Cornes, D. (D. Cornes, Helensville), m. Davey, J. (A. Davey, Ponsonby), m. Dingwall, R. (A. Dingwall, Wanganui), m. Evans, H. (E. Evans, Levin), m.: [416, 90, 543, 128]
- casualty-list: Pearce, R. (G. Pearce, Ridgway), m., October 12. M'Namee, J. (M. M'Namee, Lambton Quay), m. Hood, J. (J. Hood, Ruapehu), m. Pinch, T. (M. A. Pinch, Dakota), m. Wellings, W. (Mrs. Wellings, Ohau), m. Hamilton, B. (J. Hamilton, Reefton), m. Kirkland, J. (S. Kirkland, Invercargill), m., October 12.: [281, 557, 408, 601]
- award-heading: Bar to Military Medal.: [857, 172, 921, 179]
- casualty-list: Kerry, F. A. (P. Kerry, Sydenham), m.: [422, 272, 519, 279]
- casualty-list: Kalley, L. (L. Kalley, Clifton), m. Lyons, H. (H. Lyons, Rotorua), m. Rutherford, S. A. (A. Rutherford, Feilding), m.: [416, 568, 543, 587]
- award-list: Artillery—Bombardier J. T. Mills, Driver J. A. Birkett, Gunner H. M. Hamer, Sgt. P. Wilcox, Gunner J. Quinlan, Gunner R. B. Hodgson, Driver A. C. Smith, Gunner H. E. Harrison, Sgt. J. M. Ferguson. Ammunition Column—Cpl. A. E. Robb. Engineers—Sapper R. J. Buchanan, Sapper W. J. Bruce, Sgt. H. Sale. Field Engineers—Sgt. W. J. Brown, Sgt. G. S. Mace. Infantry—Pte. A. W. Simmons, Pte. H. Brown, Cpl. C. Hay, L.-Cpl. R. Rush, Pte. J. M. Christie, Sgt. J. R. Henderson, Sgt. T. H. Hobbs, L.-Cpl. G. Newbold, Pte. F. W. Tanner, Pte. W. Weston, Sgt. G. Young, Pte. J. Garrett, Pte. A. R. Low, Pte. W. Leech, Pte. W. Gillman, Sgt. A. H. Hobday, Cpl. J. Johnston, Sgt. A. C. Morrison, Pte. R. Hart, Pte. C. Watson, L.-Cpl. A. B. Jenkins, Sgt. T. Robertson, Pte. J. Trist, Sgt. H. Tait, Cpl. A. D. Murray, Cpl. W. Smeaton, Pte. G. A. Williamson, Pte. W. Stevens, Pte. J. M. Jeffreys, Pte. T. Fiddes, Pte. A. R. Martin, Pte. C. Maddison, Cpl. H. Morgan, L.-Cpl. S. Wood, Pte. H. Nelson, Cpl. A. Wilkinson, L.-Cpl. W. T. Newton, Pte. R. Marshall, Sgt. D. Palmer, Pte. A. Marston, Pte. B. Potter, Pte. H. Pritchard, L.-Cpl. J. Quinn, Pte. C. Ryan, Pte. J. Smith, Pte. R. Taylor, Pte. W. Thomas, Sgt. R. Ward, Cpl. E. Wells, Pte. J. White, Pte. F. Williams, L.-Cpl. H. Wilson, Pte. T. Young. Machine Gunners—Pte. A. Brown, Pte. J. Craig, Pte. G. Dunn, Sgt. R. Evans, Pte. W. Fraser. Pioneers—Cpl. T. W. Nicholls, Cpl. R. Hemara, Pte. W. Paki. Cyclists—Pte. R. Robertson, Pte. A. Simpson. Medical Corps—Pte. A. Young, Pte. H. C. Brown, Cpl. R. Kidd, Pte. W. A. Cameron, Pte. J. W. Gardner, Pte. W. R. Newton, L.-Cpl. W. G. Griffin, Pte. W. J. Morgan, Pte. P. J. A. Boyd, Pte. J. W. Sinclair, Pte. F. Potts, Pte. J. A. W. Sutton.: [821, 204, 957, 422]
- column-3: [281, 42, 408, 1647]
- casualty-list: Kettle, W. H. (W. Kettle, Kaikoura), m. Wilson, H. (H. Wilson, Sumner), m. Walker, E. (E. Walker, Woodend), m. Cook, J. (J. Cook, Ashburton), m.: [686, 259, 813, 285]
- subhead-found-dead: FOUND DEAD.: [864, 671, 914, 679]
- section-killed-in-action: KILLED IN ACTION: [29, 225, 115, 236]
- dateline: By Telegraph—Press Association.: [841, 596, 937, 603]
- unit-heading: Canterbury Infantry Regiment.: [27, 457, 117, 464]
- unit-heading: New Zealand Field Artillery.: [304, 843, 385, 850]
- dateline: (Special Despatch from the New Zealand Official Correspondent, Captain Malcolm Ross.): [821, 121, 957, 134]
- subhead-message-troops: MESSAGE TO THE TROOPS.: [701, 438, 798, 446]
- casualty-list: Armstrong, R. (G. Armstrong, Cheb.), m., October 4. Bain, R. (J. Bain, Ch.ch.), m. Blenkinsop, J. W. (J. Blenkinsop, Ch.ch.), m. Bowden, R. (L. Bowden, Kaiapoi), m. Bowron, R. F. (A. Bowron, Riccarton), m. Brown, F. H. (A. Brown, Rangiora), m. Corbett, T. (M. Corbett, Oxford), m. Cox, F. W. (F. Cox, Timaru), m. Dixon, W. (J. Dixon, Sydenham), m. Harris, H. (E. Harris, Lyttelton), m. Holland, G. (M. Holland, Ashburton), m. Hunter, J. (P. Hunter, Greymouth), m. Kerr, G. (W. Kerr, Leeston), m. Lamb, L. (J. Lamb, Timaru), m. M'Gee, W. (M. M'Gee, Ashburton), m. Moore, T. (M. Moore, Darfield), m. Nixon, P. (A. Nixon, Geraldine), m. Pilcher, Sgt. W. T. (W. D. Pilcher, Roxburgh), m. Smith, J. J. (R. Smith, Temuka), m. Stevens, A. (H. Stevens, Methven), m. Wilson, R. C. (J. Wilson, Rangiora), m.: [6, 465, 138, 578]
- unit-heading: Wellington Infantry Regiment.: [166, 253, 253, 260]
- casualty-list: Gibson, G. A. (H. Gibson, Mosgiel), m. Ryan, J. (G. Ryan, Dunedin), m., Oct. 12.: [281, 814, 408, 827]
- unit-heading: New Zealand Field Artillery.: [709, 139, 790, 146]
- unit-heading: Wellington Infantry Regiment.: [301, 174, 388, 181]
- correction-text: Previously reported Wounded: Now Wounded Slightly, Remaining With Unit. Oct. 12.: [146, 483, 273, 502]
- unit-heading: Auckland Infantry Regiment.: [168, 656, 251, 663]
- unit-heading: Artillery.: [197, 607, 222, 614]
- unit-heading: Machine-Gun Corps.: [180, 365, 239, 372]
- headline-six-oclock-closing: SIX O'CLOCK CLOSING: [837, 730, 941, 741]
- subhead-germany-trade: Germany's Trade.: [1011, 394, 1063, 401]
- casualty-list: Byrne, J. J. (J. Byrne, Pahiatua), m., October 11. Mitchell, W. (M. Mitchell, Invercargill), m., October 12. Dyer, H. (Mrs. Dyer, London), m. Ritchie, W. (Mrs. Winkle, England), m.: [281, 612, 408, 637]
- subhead-small-boy: ONE VERY SMALL BOY.: [849, 443, 929, 451]
- column-divider: [961, 60, 962, 1666]
- casualty-list: Anderson, J. (L. Anderson, Papanui), m. Ashby, W. (W. Ashby, Rangiora), m. Bolton, J. (T. Bolton, Waimate), m. Caldwell, W. (W. Caldwell, Methven), m. Clegg, J. (J. Clegg, Kaiapoi), m. Crockett, W. (W. Crockett, Lincoln), m. Davis, A. (A. Davis, Springfield), m. Dobbs, H. (H. Dobbs, Oamaru), m. Edmonds, L. (L. Edmonds, Halswell), m. Evans, J. (J. Evans, Leeston), m. Foster, T. (T. Foster, Darfield), m. Gibbs, H. (H. Gibbs, Amberley), m. Gould, W. (W. Gould, Cheviot), m. Hay, J. (J. Hay, Fairlie), m.: [551, 78, 678, 153]
- summary-row: Wounded ...: [6, 202, 138, 209]
- unit-heading: Auckland Infantry Regiment.: [438, 179, 521, 186]
- article-text: A circular letter issued by the New Zealand Alliance Executive was considered by a deputation which waited on the Prime Minister yesterday. The deputation asked that the Government should give effect to the wishes expressed by the petitions presented to Parliament in favour of six o'clock closing of hotels during the war. "That this meeting places on record its deep thankfulness at the carrying of the measure of temperance reform contained in the provisions for six o'clock closing, and expresses the hope that the Government will give effect to the wishes of the people by bringing it into operation at once." The Prime Minister said the matter would receive the careful consideration of the Cabinet at an early date, and that Parliament would be asked to deal with the question before the end of the session. "We feel that the people of New Zealand are entitled to the earliest possible decision.": [821, 743, 957, 868]
- unit-heading: Auckland Infantry Regiment.: [303, 88, 386, 95]
